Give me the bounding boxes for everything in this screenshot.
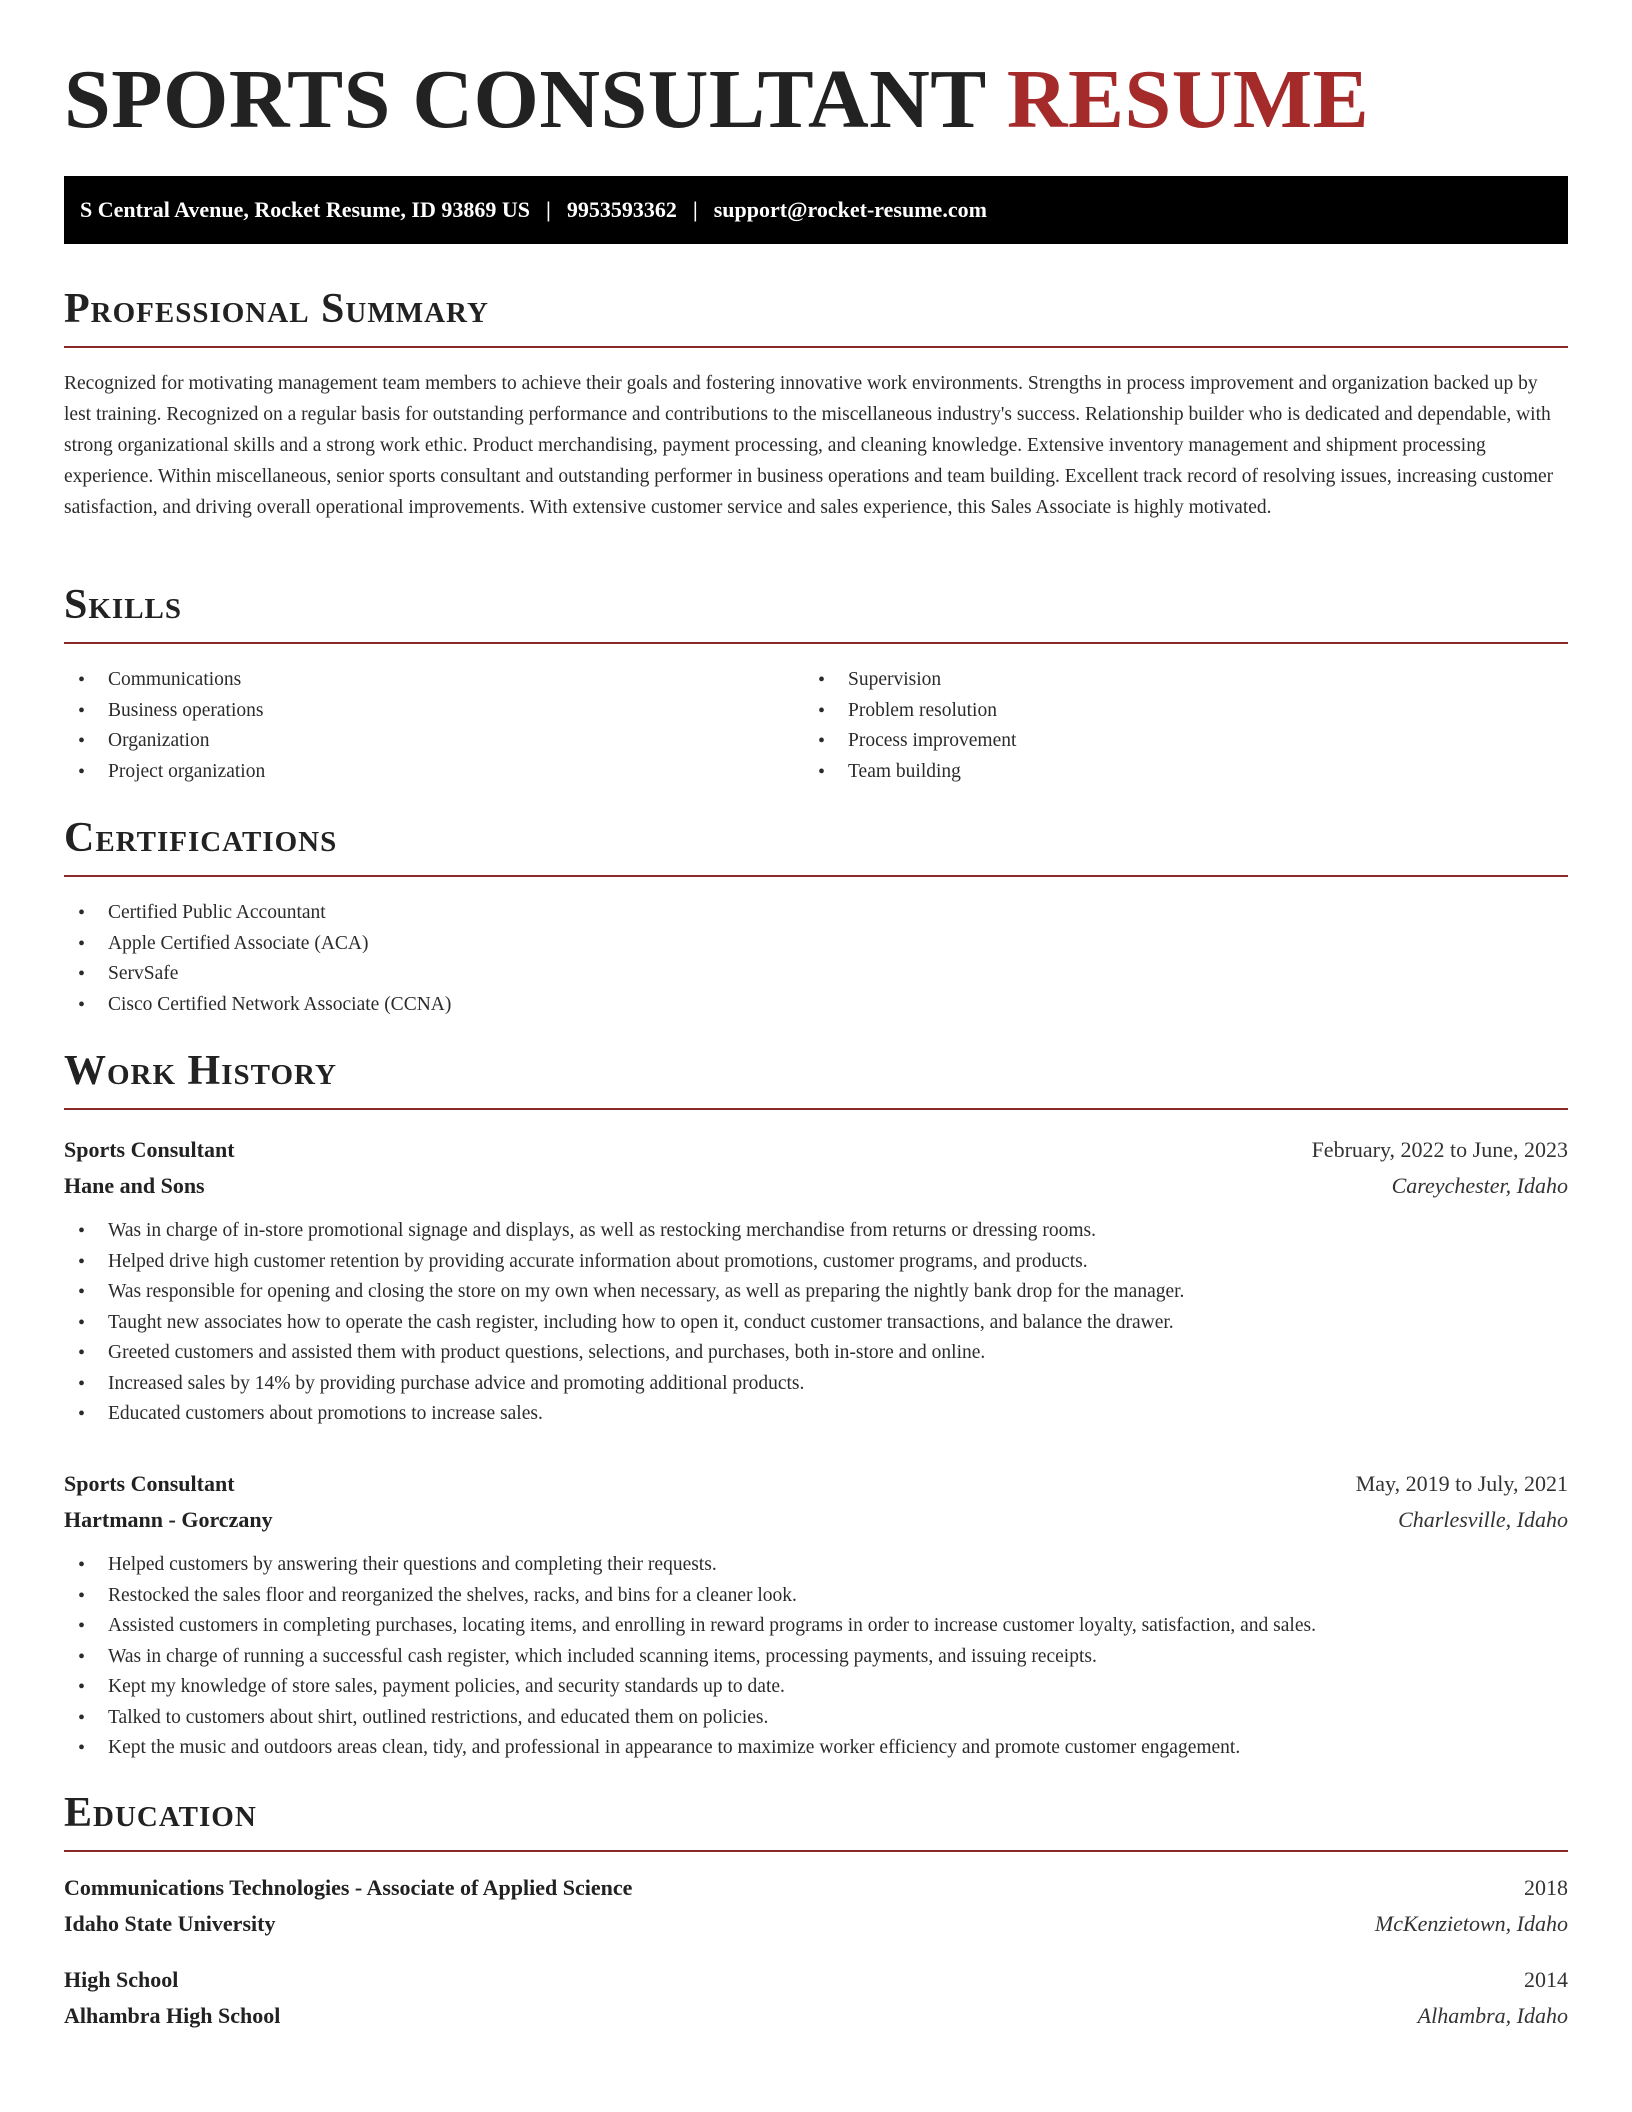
skill-item: • Communications xyxy=(64,665,804,696)
education-entry xyxy=(64,1962,1568,2034)
skill-item: • Project organization xyxy=(64,757,804,788)
section-title-skills: Skills xyxy=(64,582,183,628)
education-header-row xyxy=(64,1962,1568,1998)
skills-column-left xyxy=(64,665,804,787)
certification-item: • ServSafe xyxy=(64,959,1568,990)
section-title-work: Work History xyxy=(64,1048,337,1094)
education-header-row xyxy=(64,1870,1568,1906)
contact-separator: | xyxy=(545,197,551,222)
job-entry xyxy=(64,1132,1568,1430)
skill-item: • Problem resolution xyxy=(804,696,1544,727)
job-duty: • Was in charge of in-store promotional signage and displays, as well as restocking merchandise from returns or dressing rooms. xyxy=(64,1216,1568,1247)
skill-item: • Team building xyxy=(804,757,1544,788)
job-duty: • Greeted customers and assisted them with product questions, selections, and purchases, both in-store and online. xyxy=(64,1338,1568,1369)
job-title: Sports Consultant xyxy=(64,1471,235,1496)
job-company-row xyxy=(64,1502,1568,1538)
education-year: 2018 xyxy=(1524,1875,1568,1900)
education-degree: High School xyxy=(64,1967,179,1992)
section-header-work xyxy=(64,1048,1568,1110)
job-header-row xyxy=(64,1466,1568,1502)
education-location: Alhambra, Idaho xyxy=(1417,2003,1568,2028)
contact-bar xyxy=(64,176,1568,244)
job-duty: • Restocked the sales floor and reorganized the shelves, racks, and bins for a cleaner look. xyxy=(64,1581,1568,1612)
section-header-certifications xyxy=(64,815,1568,877)
job-dates: February, 2022 to June, 2023 xyxy=(1311,1137,1568,1162)
job-company-row xyxy=(64,1168,1568,1204)
skill-item: • Organization xyxy=(64,726,804,757)
section-title-summary: Professional Summary xyxy=(64,286,489,332)
job-location: Charlesville, Idaho xyxy=(1398,1507,1568,1532)
job-duty: • Taught new associates how to operate the cash register, including how to open it, conduct customer transactions, and balance the drawer. xyxy=(64,1308,1568,1339)
section-header-skills xyxy=(64,582,1568,644)
job-duty: • Helped customers by answering their questions and completing their requests. xyxy=(64,1550,1568,1581)
contact-address: S Central Avenue, Rocket Resume, ID 93869 US xyxy=(80,197,530,222)
education-degree: Communications Technologies - Associate of Applied Science xyxy=(64,1875,633,1900)
job-duties-list xyxy=(64,1216,1568,1430)
section-header-education xyxy=(64,1790,1568,1852)
skills-column-right xyxy=(804,665,1544,787)
certification-item: • Cisco Certified Network Associate (CCNA) xyxy=(64,990,1568,1021)
job-duty: • Kept my knowledge of store sales, payment policies, and security standards up to date. xyxy=(64,1672,1568,1703)
section-title-education: Education xyxy=(64,1790,257,1836)
education-school-row xyxy=(64,1998,1568,2034)
job-duty: • Assisted customers in completing purchases, locating items, and enrolling in reward programs in order to increase customer loyalty, satisfaction, and sales. xyxy=(64,1611,1568,1642)
job-duty: • Educated customers about promotions to increase sales. xyxy=(64,1399,1568,1430)
job-duty: • Talked to customers about shirt, outlined restrictions, and educated them on policies. xyxy=(64,1703,1568,1734)
job-entry xyxy=(64,1466,1568,1764)
job-company: Hartmann - Gorczany xyxy=(64,1507,273,1532)
job-dates: May, 2019 to July, 2021 xyxy=(1355,1471,1568,1496)
job-location: Careychester, Idaho xyxy=(1391,1173,1568,1198)
title-main: SPORTS CONSULTANT xyxy=(64,53,986,146)
skill-item: • Process improvement xyxy=(804,726,1544,757)
job-title: Sports Consultant xyxy=(64,1137,235,1162)
job-duty: • Increased sales by 14% by providing purchase advice and promoting additional products. xyxy=(64,1369,1568,1400)
education-school-row xyxy=(64,1906,1568,1942)
contact-phone: 9953593362 xyxy=(566,197,677,222)
job-duties-list xyxy=(64,1550,1568,1764)
summary-text: Recognized for motivating management team members to achieve their goals and fostering innovative work environments. Strengths in process improvement and organization backed up by lest training. Recognized on a regular basis for outstanding performance and contributions to the miscellaneous industry's success. Relationship builder who is dedicated and dependable, with strong organizational skills and a strong work ethic. Product merchandising, payment processing, and cleaning knowledge. Extensive inventory management and shipment processing experience. Within miscellaneous, senior sports consultant and outstanding performer in business operations and team building. Excellent track record of resolving issues, increasing customer satisfaction, and driving overall operational improvements. With extensive customer service and sales experience, this Sales Associate is highly motivated. xyxy=(64,373,1554,518)
education-entry xyxy=(64,1870,1568,1942)
skills-list xyxy=(64,665,1568,787)
education-year: 2014 xyxy=(1524,1967,1568,1992)
job-duty: • Kept the music and outdoors areas clean, tidy, and professional in appearance to maximize worker efficiency and promote customer engagement. xyxy=(64,1733,1568,1764)
skill-item: • Supervision xyxy=(804,665,1544,696)
certification-item: • Certified Public Accountant xyxy=(64,898,1568,929)
education-school: Alhambra High School xyxy=(64,2003,281,2028)
job-header-row xyxy=(64,1132,1568,1168)
certifications-list xyxy=(64,898,1568,1020)
resume-title xyxy=(64,52,1369,149)
job-duty: • Was responsible for opening and closing the store on my own when necessary, as well as preparing the nightly bank drop for the manager. xyxy=(64,1277,1568,1308)
contact-separator: | xyxy=(692,197,698,222)
job-duty: • Was in charge of running a successful cash register, which included scanning items, processing payments, and issuing receipts. xyxy=(64,1642,1568,1673)
job-duty: • Helped drive high customer retention by providing accurate information about promotions, customer programs, and products. xyxy=(64,1247,1568,1278)
section-title-certifications: Certifications xyxy=(64,815,338,861)
education-school: Idaho State University xyxy=(64,1911,276,1936)
certification-item: • Apple Certified Associate (ACA) xyxy=(64,929,1568,960)
skill-item: • Business operations xyxy=(64,696,804,727)
title-accent: RESUME xyxy=(1006,53,1370,146)
education-location: McKenzietown, Idaho xyxy=(1374,1911,1568,1936)
job-company: Hane and Sons xyxy=(64,1173,205,1198)
contact-email[interactable]: support@rocket-resume.com xyxy=(713,197,987,222)
section-header-summary xyxy=(64,286,1568,348)
